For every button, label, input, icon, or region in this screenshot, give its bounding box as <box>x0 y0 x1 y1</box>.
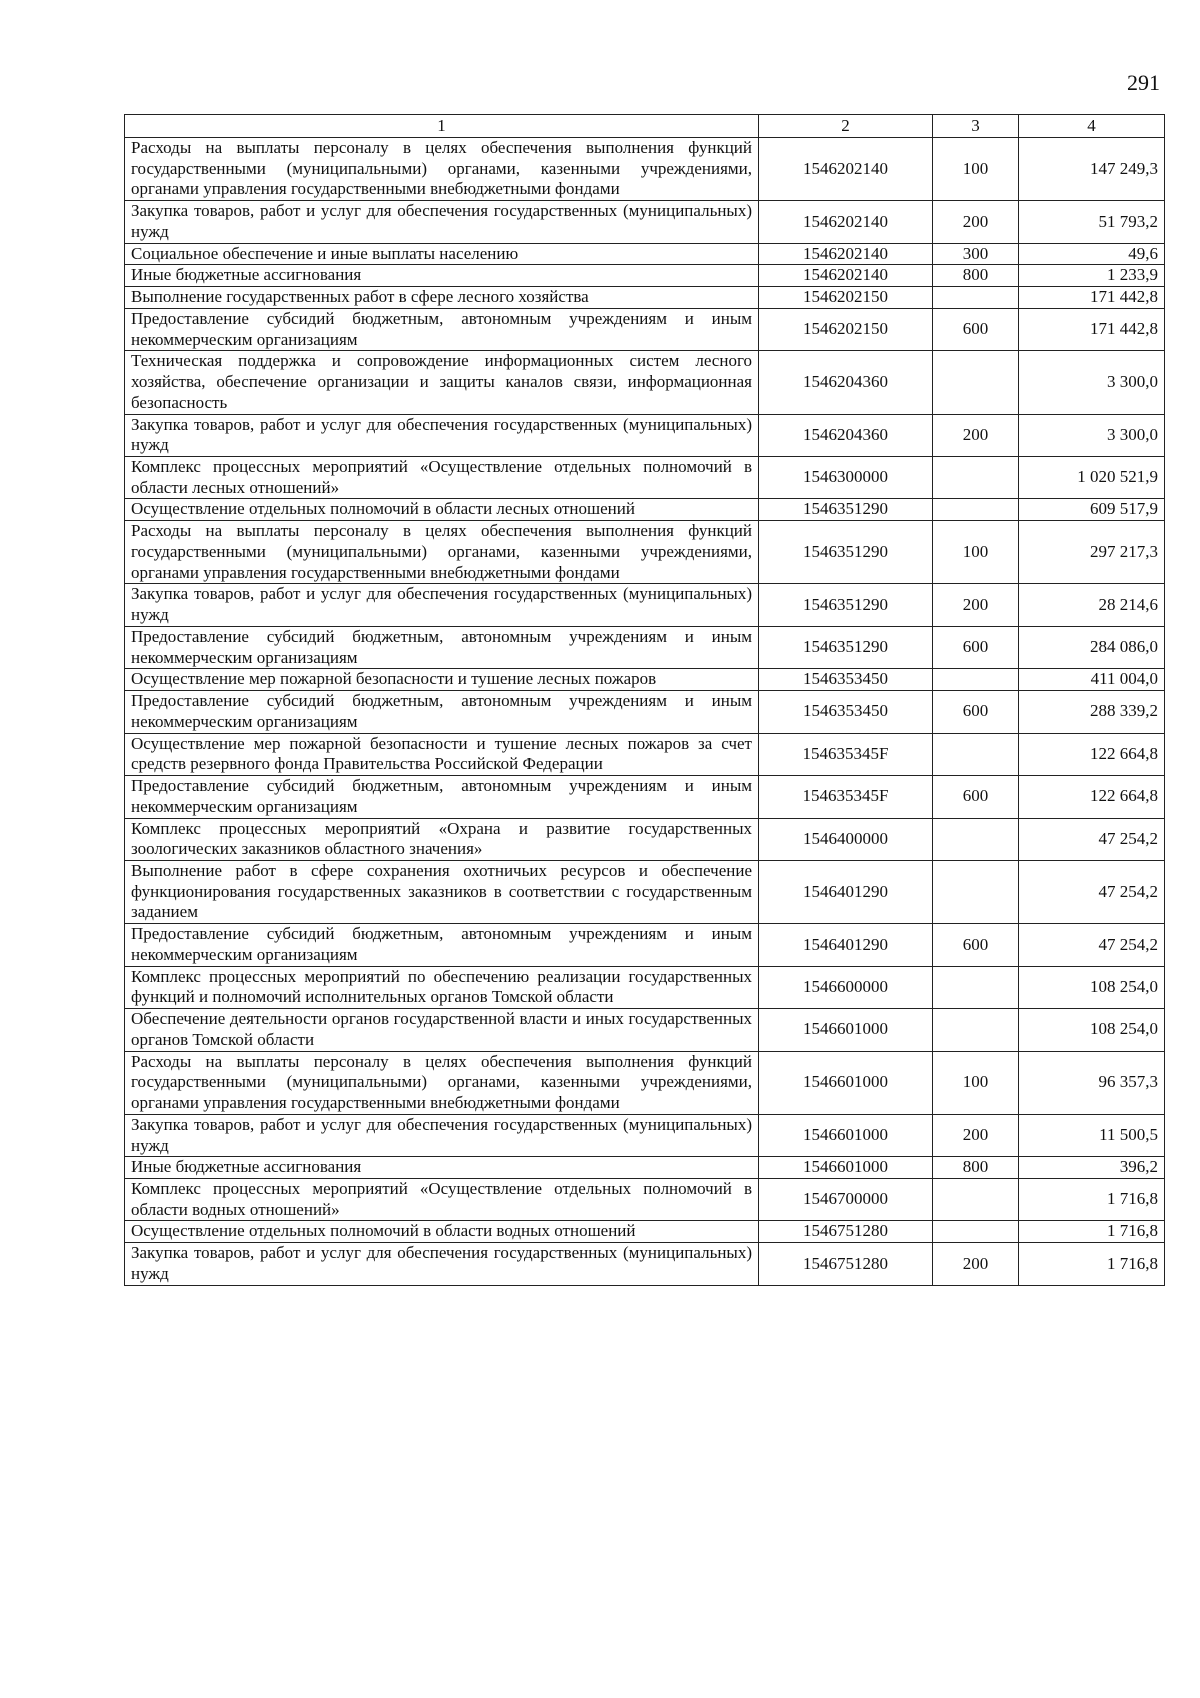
expense-type-cell <box>933 966 1019 1008</box>
amount-cell: 288 339,2 <box>1019 691 1165 733</box>
amount-cell: 51 793,2 <box>1019 201 1165 243</box>
amount-cell: 47 254,2 <box>1019 924 1165 966</box>
target-code-cell: 1546401290 <box>759 924 933 966</box>
expense-name-cell: Расходы на выплаты персоналу в целях обеспечения выполнения функций государственными (муниципальными) органами, казенными учреждениями, органами управления государственными внебюджетными фондами <box>125 1051 759 1114</box>
expense-type-cell: 100 <box>933 138 1019 201</box>
expense-type-cell: 600 <box>933 308 1019 350</box>
target-code-cell: 1546600000 <box>759 966 933 1008</box>
expense-name-cell: Осуществление отдельных полномочий в области водных отношений <box>125 1221 759 1243</box>
target-code-cell: 1546353450 <box>759 669 933 691</box>
expense-type-cell <box>933 1009 1019 1051</box>
expense-name-cell: Предоставление субсидий бюджетным, автономным учреждениям и иным некоммерческим организациям <box>125 691 759 733</box>
table-row <box>125 733 1165 775</box>
expense-type-cell <box>933 669 1019 691</box>
target-code-cell: 1546353450 <box>759 691 933 733</box>
amount-cell: 1 716,8 <box>1019 1243 1165 1285</box>
table-row <box>125 1178 1165 1220</box>
expense-name-cell: Комплекс процессных мероприятий «Охрана и развитие государственных зоологических заказников областного значения» <box>125 818 759 860</box>
target-code-cell: 1546202150 <box>759 287 933 309</box>
expense-name-cell: Расходы на выплаты персоналу в целях обеспечения выполнения функций государственными (муниципальными) органами, казенными учреждениями, органами управления государственными внебюджетными фондами <box>125 138 759 201</box>
target-code-cell: 1546202140 <box>759 243 933 265</box>
expense-name-cell: Комплекс процессных мероприятий «Осуществление отдельных полномочий в области водных отношений» <box>125 1178 759 1220</box>
expense-name-cell: Предоставление субсидий бюджетным, автономным учреждениям и иным некоммерческим организациям <box>125 308 759 350</box>
table-row <box>125 414 1165 456</box>
amount-cell: 108 254,0 <box>1019 966 1165 1008</box>
target-code-cell: 1546202140 <box>759 138 933 201</box>
expense-type-cell: 200 <box>933 414 1019 456</box>
target-code-cell: 1546204360 <box>759 351 933 414</box>
target-code-cell: 1546300000 <box>759 457 933 499</box>
expense-type-cell: 800 <box>933 1157 1019 1179</box>
budget-table <box>124 114 1165 1286</box>
expense-name-cell: Закупка товаров, работ и услуг для обеспечения государственных (муниципальных) нужд <box>125 414 759 456</box>
expense-type-cell: 600 <box>933 776 1019 818</box>
expense-type-cell: 200 <box>933 201 1019 243</box>
table-row <box>125 1051 1165 1114</box>
amount-cell: 3 300,0 <box>1019 351 1165 414</box>
table-row <box>125 776 1165 818</box>
column-header-2: 2 <box>759 115 933 138</box>
expense-name-cell: Иные бюджетные ассигнования <box>125 1157 759 1179</box>
expense-name-cell: Обеспечение деятельности органов государственной власти и иных государственных органов Томской области <box>125 1009 759 1051</box>
amount-cell: 47 254,2 <box>1019 818 1165 860</box>
column-header-3: 3 <box>933 115 1019 138</box>
header-row <box>125 115 1165 138</box>
expense-type-cell <box>933 457 1019 499</box>
target-code-cell: 1546202140 <box>759 265 933 287</box>
expense-type-cell: 300 <box>933 243 1019 265</box>
amount-cell: 1 716,8 <box>1019 1178 1165 1220</box>
target-code-cell: 1546202140 <box>759 201 933 243</box>
expense-type-cell: 200 <box>933 584 1019 626</box>
expense-type-cell: 100 <box>933 521 1019 584</box>
expense-type-cell <box>933 818 1019 860</box>
amount-cell: 1 020 521,9 <box>1019 457 1165 499</box>
table-header <box>125 115 1165 138</box>
expense-type-cell: 600 <box>933 924 1019 966</box>
expense-name-cell: Закупка товаров, работ и услуг для обеспечения государственных (муниципальных) нужд <box>125 201 759 243</box>
table-row <box>125 966 1165 1008</box>
expense-name-cell: Осуществление мер пожарной безопасности и тушение лесных пожаров <box>125 669 759 691</box>
table-row <box>125 1221 1165 1243</box>
expense-name-cell: Осуществление мер пожарной безопасности и тушение лесных пожаров за счет средств резервного фонда Правительства Российской Федерации <box>125 733 759 775</box>
expense-type-cell: 200 <box>933 1114 1019 1156</box>
table-row <box>125 584 1165 626</box>
target-code-cell: 1546751280 <box>759 1243 933 1285</box>
expense-name-cell: Предоставление субсидий бюджетным, автономным учреждениям и иным некоммерческим организациям <box>125 626 759 668</box>
target-code-cell: 1546601000 <box>759 1157 933 1179</box>
expense-name-cell: Предоставление субсидий бюджетным, автономным учреждениям и иным некоммерческим организациям <box>125 776 759 818</box>
amount-cell: 147 249,3 <box>1019 138 1165 201</box>
amount-cell: 609 517,9 <box>1019 499 1165 521</box>
amount-cell: 1 233,9 <box>1019 265 1165 287</box>
table-row <box>125 287 1165 309</box>
expense-name-cell: Закупка товаров, работ и услуг для обеспечения государственных (муниципальных) нужд <box>125 1243 759 1285</box>
table-row <box>125 457 1165 499</box>
column-header-4: 4 <box>1019 115 1165 138</box>
amount-cell: 122 664,8 <box>1019 733 1165 775</box>
table-row <box>125 1009 1165 1051</box>
table-row <box>125 626 1165 668</box>
table-row <box>125 860 1165 923</box>
page-number: 291 <box>1127 70 1160 95</box>
table-body <box>125 138 1165 1286</box>
table-row <box>125 818 1165 860</box>
amount-cell: 297 217,3 <box>1019 521 1165 584</box>
table-row <box>125 138 1165 201</box>
amount-cell: 411 004,0 <box>1019 669 1165 691</box>
target-code-cell: 1546601000 <box>759 1051 933 1114</box>
table-row <box>125 1114 1165 1156</box>
expense-type-cell: 800 <box>933 265 1019 287</box>
amount-cell: 1 716,8 <box>1019 1221 1165 1243</box>
target-code-cell: 154635345F <box>759 776 933 818</box>
expense-name-cell: Комплекс процессных мероприятий «Осуществление отдельных полномочий в области лесных отношений» <box>125 457 759 499</box>
expense-type-cell <box>933 351 1019 414</box>
table-row <box>125 521 1165 584</box>
table-row <box>125 1243 1165 1285</box>
amount-cell: 11 500,5 <box>1019 1114 1165 1156</box>
expense-name-cell: Выполнение государственных работ в сфере лесного хозяйства <box>125 287 759 309</box>
target-code-cell: 1546351290 <box>759 626 933 668</box>
table-row <box>125 1157 1165 1179</box>
expense-name-cell: Комплекс процессных мероприятий по обеспечению реализации государственных функций и полномочий исполнительных органов Томской области <box>125 966 759 1008</box>
table-row <box>125 265 1165 287</box>
target-code-cell: 1546601000 <box>759 1114 933 1156</box>
table-row <box>125 351 1165 414</box>
amount-cell: 396,2 <box>1019 1157 1165 1179</box>
table-row <box>125 669 1165 691</box>
target-code-cell: 1546202150 <box>759 308 933 350</box>
target-code-cell: 154635345F <box>759 733 933 775</box>
amount-cell: 3 300,0 <box>1019 414 1165 456</box>
target-code-cell: 1546400000 <box>759 818 933 860</box>
expense-type-cell <box>933 1178 1019 1220</box>
expense-type-cell <box>933 499 1019 521</box>
amount-cell: 28 214,6 <box>1019 584 1165 626</box>
target-code-cell: 1546351290 <box>759 584 933 626</box>
expense-type-cell <box>933 1221 1019 1243</box>
expense-type-cell: 200 <box>933 1243 1019 1285</box>
table-row <box>125 499 1165 521</box>
target-code-cell: 1546401290 <box>759 860 933 923</box>
expense-name-cell: Закупка товаров, работ и услуг для обеспечения государственных (муниципальных) нужд <box>125 1114 759 1156</box>
expense-name-cell: Осуществление отдельных полномочий в области лесных отношений <box>125 499 759 521</box>
expense-name-cell: Иные бюджетные ассигнования <box>125 265 759 287</box>
table-row <box>125 924 1165 966</box>
expense-name-cell: Закупка товаров, работ и услуг для обеспечения государственных (муниципальных) нужд <box>125 584 759 626</box>
expense-type-cell: 100 <box>933 1051 1019 1114</box>
target-code-cell: 1546601000 <box>759 1009 933 1051</box>
amount-cell: 108 254,0 <box>1019 1009 1165 1051</box>
target-code-cell: 1546204360 <box>759 414 933 456</box>
expense-name-cell: Техническая поддержка и сопровождение информационных систем лесного хозяйства, обеспечение организации и защиты каналов связи, информационная безопасность <box>125 351 759 414</box>
target-code-cell: 1546751280 <box>759 1221 933 1243</box>
expense-type-cell <box>933 733 1019 775</box>
expense-name-cell: Предоставление субсидий бюджетным, автономным учреждениям и иным некоммерческим организациям <box>125 924 759 966</box>
target-code-cell: 1546351290 <box>759 499 933 521</box>
amount-cell: 96 357,3 <box>1019 1051 1165 1114</box>
table-row <box>125 243 1165 265</box>
expense-name-cell: Социальное обеспечение и иные выплаты населению <box>125 243 759 265</box>
expense-name-cell: Расходы на выплаты персоналу в целях обеспечения выполнения функций государственными (муниципальными) органами, казенными учреждениями, органами управления государственными внебюджетными фондами <box>125 521 759 584</box>
amount-cell: 122 664,8 <box>1019 776 1165 818</box>
target-code-cell: 1546700000 <box>759 1178 933 1220</box>
expense-type-cell: 600 <box>933 691 1019 733</box>
table-row <box>125 691 1165 733</box>
expense-type-cell: 600 <box>933 626 1019 668</box>
table-row <box>125 201 1165 243</box>
amount-cell: 284 086,0 <box>1019 626 1165 668</box>
expense-type-cell <box>933 287 1019 309</box>
amount-cell: 171 442,8 <box>1019 287 1165 309</box>
expense-type-cell <box>933 860 1019 923</box>
target-code-cell: 1546351290 <box>759 521 933 584</box>
amount-cell: 171 442,8 <box>1019 308 1165 350</box>
amount-cell: 47 254,2 <box>1019 860 1165 923</box>
column-header-1: 1 <box>125 115 759 138</box>
expense-name-cell: Выполнение работ в сфере сохранения охотничьих ресурсов и обеспечение функционирования государственных заказников в соответствии с государственным заданием <box>125 860 759 923</box>
amount-cell: 49,6 <box>1019 243 1165 265</box>
table-row <box>125 308 1165 350</box>
